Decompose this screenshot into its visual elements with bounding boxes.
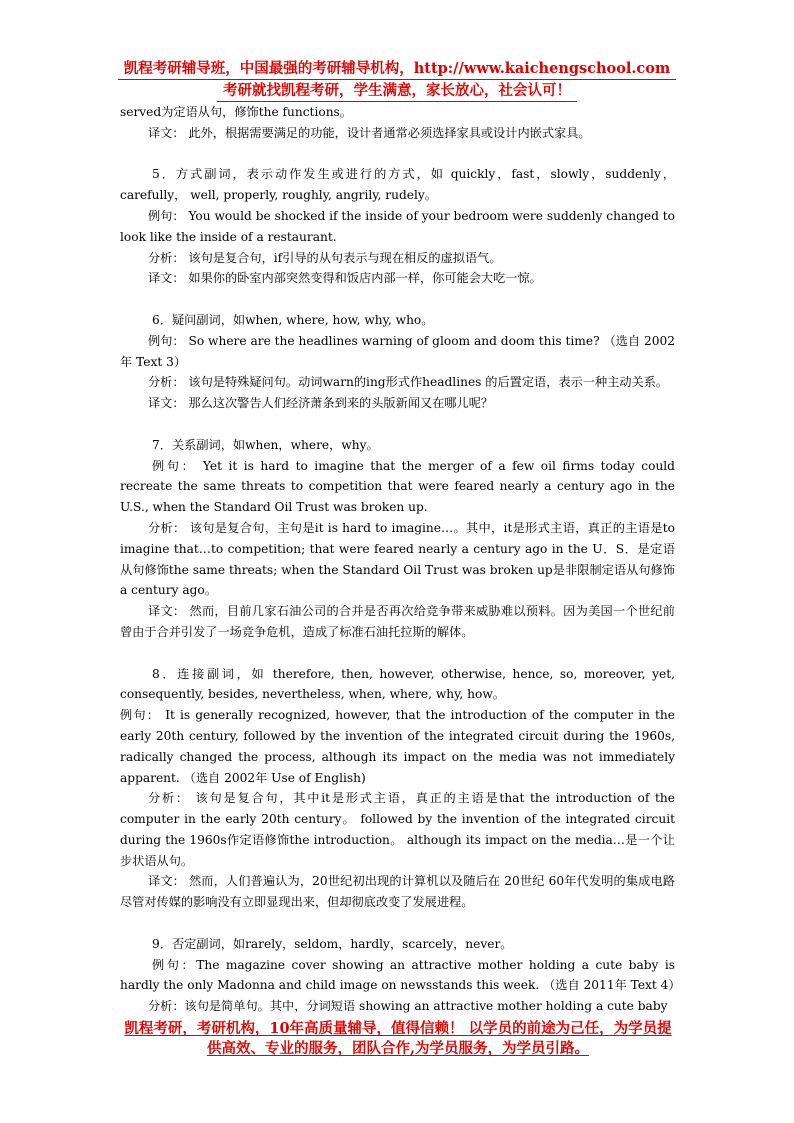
spacer xyxy=(120,289,675,310)
paragraph: 译文： 然而，目前几家石油公司的合并是否再次给竞争带来威胁难以预料。因为美国一个世纪前曾由于合并引发了一场竞争危机，造成了标准石油托拉斯的解体。 xyxy=(120,604,675,639)
paragraph: 9．否定副词，如rarely，seldom，hardly，scarcely，never。 xyxy=(152,936,513,951)
paragraph: 7．关系副词，如when，where，why。 xyxy=(152,437,379,452)
paragraph: 例句： Yet it is hard to imagine that the merger of a few oil firms today could recreate the same threats to competition that were feared nearly a century ago in the U.S., when the Standard Oil Trust was broken up. xyxy=(120,458,675,515)
spacer xyxy=(120,643,675,664)
paragraph: 6．疑问副词，如when, where, how, why, who。 xyxy=(152,312,434,327)
paragraph: 译文： 如果你的卧室内部突然变得和饭店内部一样，你可能会大吃一惊。 xyxy=(148,271,542,286)
paragraph: 例句：The magazine cover showing an attractive mother holding a cute baby is hardly the only Madonna and child image on newsstands this week. （选自 2011年 Text 4） xyxy=(120,957,681,993)
footer-line-1: 凯程考研，考研机构，10年高质量辅导，值得信赖！ 以学员的前途为己任，为学员提 xyxy=(124,1020,672,1037)
paragraph: 译文： 此外，根据需要满足的功能，设计者通常必须选择家具或设计内嵌式家具。 xyxy=(148,125,591,140)
spacer xyxy=(120,144,675,165)
paragraph: 分析：该句是简单句。其中，分词短语 showing an attractive mother holding a cute baby xyxy=(148,999,668,1014)
paragraph: 分析： 该句是复合句，其中it是形式主语，真正的主语是that the introduction of the computer in the early 20th century。 followed by the invention of the integrated circuit during the 1960s作定语修饰the introduction。 although its impact on the media…是一个让步状语从句。 xyxy=(120,791,675,868)
paragraph: 例句： You would be shocked if the inside of your bedroom were suddenly changed to look like the inside of a restaurant. xyxy=(120,208,675,244)
paragraph: 分析： 该句是特殊疑问句。动词warn的ing形式作headlines 的后置定语，表示一种主动关系。 xyxy=(148,375,669,390)
footer-line-2: 供高效、专业的服务，团队合作,为学员服务，为学员引路。 xyxy=(206,1040,590,1057)
paragraph: 例句： So where are the headlines warning of gloom and doom this time? （选自 2002年 Text 3） xyxy=(120,333,675,369)
header-line-2: 考研就找凯程考研，学生满意，家长放心，社会认可！ xyxy=(217,80,577,102)
paragraph: served为定语从句，修饰the functions。 xyxy=(120,105,352,119)
paragraph: 译文： 那么这次警告人们经济萧条到来的头版新闻又在哪儿呢？ xyxy=(148,396,494,411)
document-body xyxy=(120,102,681,1017)
paragraph: 分析： 该句是复合句，if引导的从句表示与现在相反的虚拟语气。 xyxy=(148,250,502,265)
spacer xyxy=(120,913,675,934)
paragraph: 8．连接副词，如 therefore, then, however, otherwise, hence, so, moreover, yet, consequently, besides, nevertheless, when, where, why, how。 xyxy=(120,666,675,702)
paragraph: 例句： It is generally recognized, however, that the introduction of the computer in the early 20th century, followed by the invention of the integrated circuit during the 1960s, radically changed the process, although its impact on the media was not immediately apparent. （选自 2002年 Use of English) xyxy=(120,708,675,785)
spacer xyxy=(120,414,675,435)
page-header xyxy=(0,58,794,102)
page-footer xyxy=(118,1019,678,1059)
paragraph: 5．方式副词，表示动作发生或进行的方式，如 quickly，fast，slowly，suddenly，carefully， well, properly, roughly, angrily, rudely。 xyxy=(120,167,675,203)
paragraph: 分析： 该句是复合句，主句是it is hard to imagine…。其中，it是形式主语，真正的主语是to imagine that…to competition; that were feared nearly a century ago in the U．S．是定语从句修饰the same threats; when the Standard Oil Trust was broken up是非限制定语从句修饰a century ago。 xyxy=(120,520,675,598)
paragraph: 译文： 然而，人们普遍认为，20世纪初出现的计算机以及随后在 20世纪 60年代发明的集成电路尽管对传媒的影响没有立即显现出来，但却彻底改变了发展进程。 xyxy=(120,874,675,910)
header-line-1: 凯程考研辅导班，中国最强的考研辅导机构，http://www.kaichengschool.com xyxy=(118,58,677,80)
